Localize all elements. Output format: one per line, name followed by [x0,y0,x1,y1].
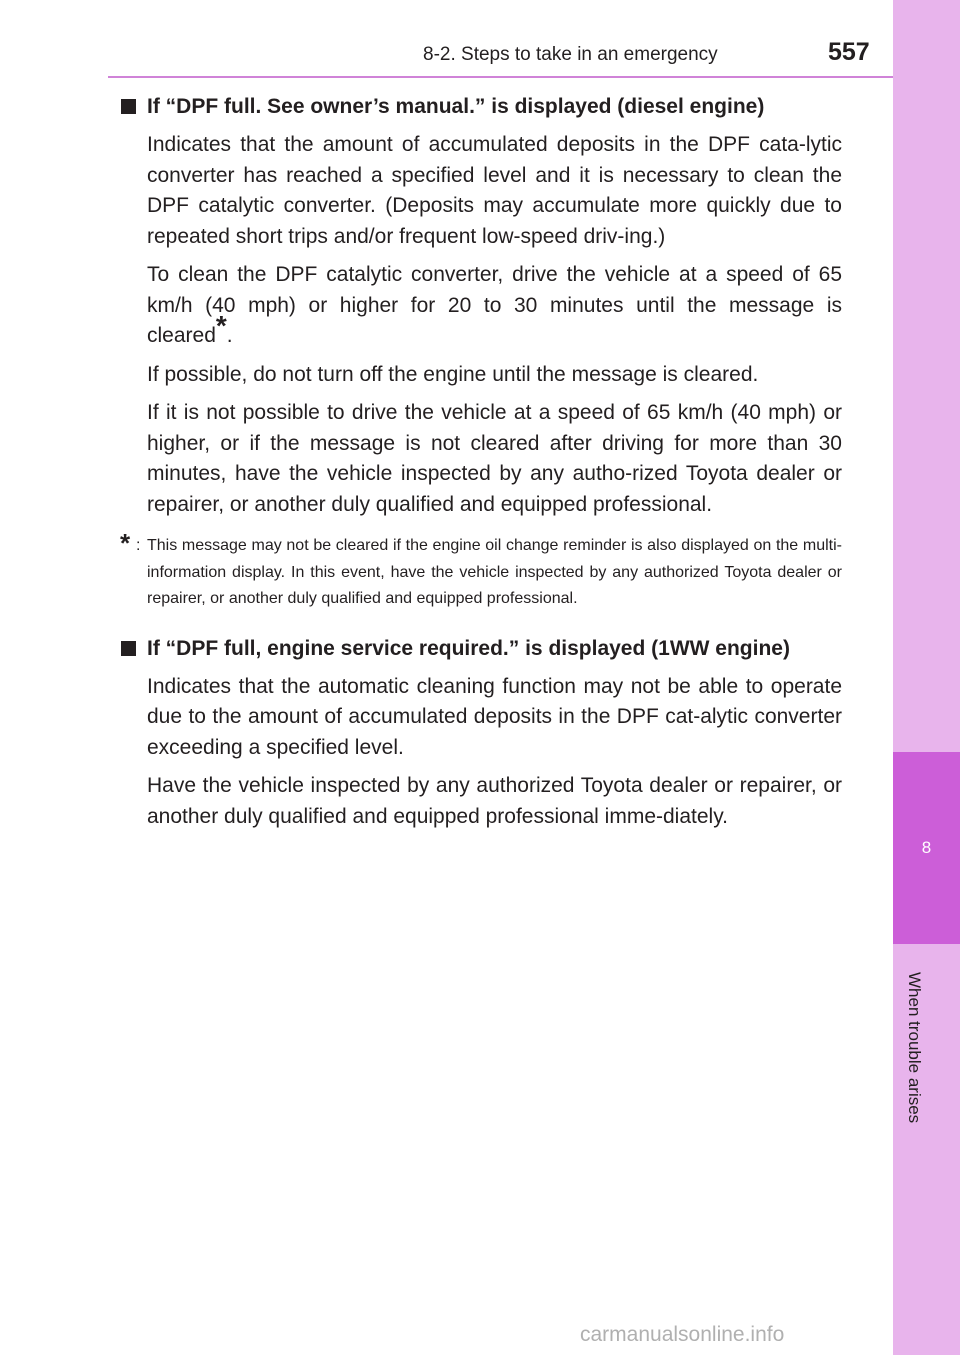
header-divider [108,76,893,78]
square-bullet-icon [121,641,136,656]
chapter-title: When trouble arises [905,972,924,1124]
section1-heading-text: If “DPF full. See owner’s manual.” is displayed (diesel engine) [147,95,765,118]
section1-paragraph-4: If it is not possible to drive the vehicle at a speed of 65 km/h (40 mph) or higher, or if the message is not cleared after driving for more than 30 minutes, have the vehicle inspected by any autho-rized Toyota dealer or repairer, or another duly qualified and equipped professional. [147,401,842,516]
chapter-title-container [898,958,930,1138]
section1-heading [118,92,842,122]
watermark: carmanualsonline.info [580,1323,785,1346]
section1-paragraph-2-end: . [226,324,233,347]
section-title: 8-2. Steps to take in an emergency [423,44,718,65]
section2-heading-text: If “DPF full, engine service required.” is displayed (1WW engine) [147,636,790,660]
footnote [118,528,842,613]
chapter-sidebar [893,0,960,1355]
section2-heading [118,634,842,664]
footnote-asterisk: * [120,528,131,558]
chapter-number: 8 [921,838,932,857]
section1-paragraph-1: Indicates that the amount of accumulated deposits in the DPF cata-lytic converter has reached a specified level and it is necessary to clean the DPF catalytic converter. (Deposits may accumulate more quickly due to repeated short trips and/or frequent low-speed driv-ing.) [147,133,842,248]
section2-paragraph-1: Indicates that the automatic cleaning function may not be able to operate due to the amount of accumulated deposits in the DPF cat-alytic converter exceeding a specified level. [147,674,842,759]
footnote-reference: * [215,310,227,341]
section1-paragraph-3: If possible, do not turn off the engine until the message is cleared. [147,362,759,386]
page-content [118,92,842,832]
footnote-colon: : [136,537,141,554]
footnote-text: This message may not be cleared if the engine oil change reminder is also displayed on the multi-information display. In this event, have the vehicle inspected by any authorized Toyota dealer or repairer, or another duly qualified and equipped professional. [147,537,842,607]
section2-paragraph-2: Have the vehicle inspected by any authorized Toyota dealer or repairer, or another duly qualified and equipped professional imme-diately. [147,774,842,828]
section1-paragraph-2-text: To clean the DPF catalytic converter, drive the vehicle at a speed of 65 km/h (40 mph) or higher for 20 to 30 minutes until the message is cleared [147,263,842,347]
chapter-tab[interactable] [893,752,960,944]
square-bullet-icon [121,99,136,114]
page-number: 557 [828,38,870,66]
section1-paragraph-2 [118,260,842,352]
